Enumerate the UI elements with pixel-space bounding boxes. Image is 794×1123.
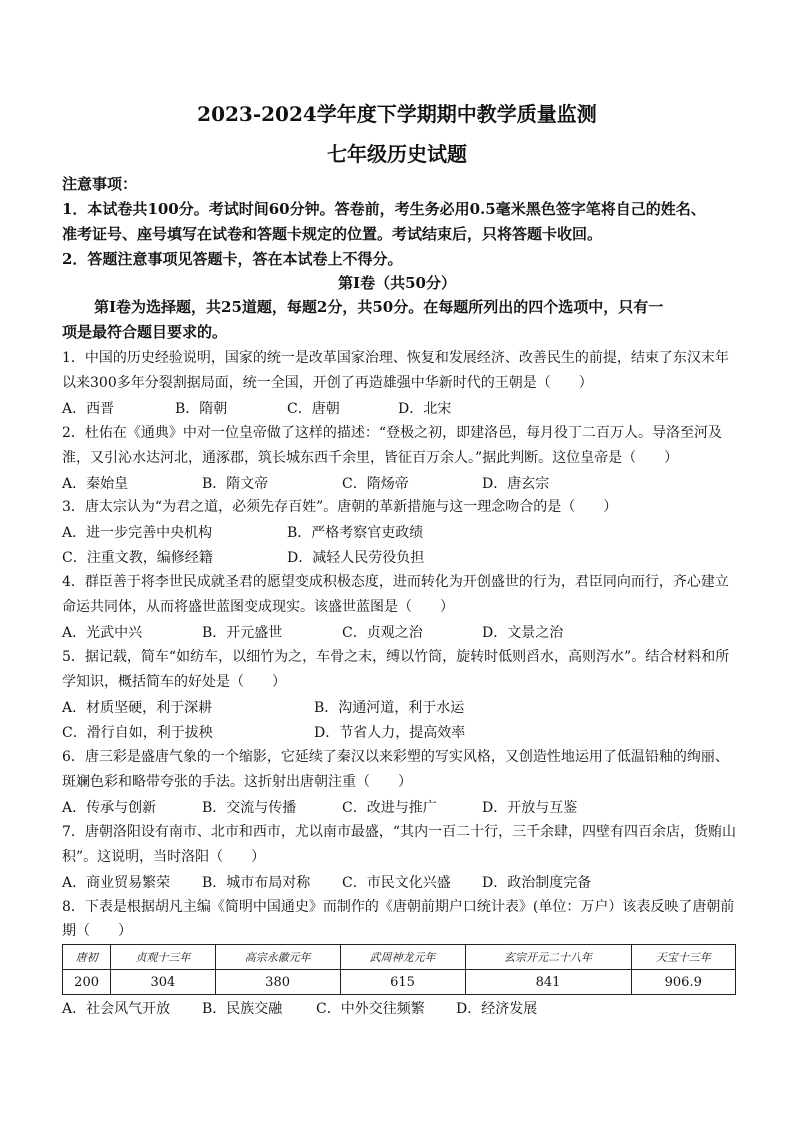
q1-option-a[interactable]: A．西晋 [62,401,115,417]
note-1-line-2: 准考证号、座号填写在试卷和答题卡规定的位置。考试结束后，只将答题卡收回。 [62,225,603,243]
q8-option-d[interactable]: D．经济发展 [456,1001,538,1017]
q3-option-d[interactable]: D．减轻人民劳役负担 [287,550,425,566]
q1-option-d[interactable]: D．北宋 [398,401,452,417]
q7-option-d[interactable]: D．政治制度完备 [482,875,592,891]
q4-option-d[interactable]: D．文景之治 [482,625,564,641]
q4-option-b[interactable]: B．开元盛世 [202,625,283,641]
note-2: 2．答题注意事项见答题卡，答在本试卷上不得分。 [62,250,403,268]
table-cell: 304 [111,970,215,995]
question-4-line-1: 4．群臣善于将李世民成就圣君的愿望变成积极态度，进而转化为开创盛世的行为，君臣同向而行，齐心建立 [62,574,729,590]
table-header-cell: 玄宗开元二十八年 [465,945,631,970]
question-4-line-2: 命运共同体，从而将盛世蓝图变成现实。该盛世蓝图是（ ） [62,599,454,615]
q2-option-c[interactable]: C．隋炀帝 [342,476,409,492]
question-7-line-2: 积”。这说明，当时洛阳（ ） [62,849,266,865]
table-header-cell: 高宗永徽元年 [215,945,340,970]
question-7-line-1: 7．唐朝洛阳设有南市、北市和西市，尤以南市最盛，“其内一百二十行，三千余肆，四壁有四百余店，货贿山 [62,824,737,840]
table-cell: 380 [215,970,340,995]
q4-option-c[interactable]: C．贞观之治 [342,625,423,641]
q7-option-a[interactable]: A．商业贸易繁荣 [62,875,171,891]
table-cell: 615 [340,970,465,995]
notes-heading: 注意事项： [62,175,138,193]
q6-option-c[interactable]: C．改进与推广 [342,800,437,816]
q3-option-b[interactable]: B．严格考察官吏政绩 [287,525,424,541]
question-6-line-1: 6．唐三彩是盛唐气象的一个缩影，它延续了秦汉以来彩塑的写实风格，又创造性地运用了低温铅釉的绚丽、 [62,749,729,765]
table-header-cell: 唐初 [63,945,111,970]
q6-option-b[interactable]: B．交流与传播 [202,800,297,816]
q2-option-b[interactable]: B．隋文帝 [202,476,269,492]
q5-option-b[interactable]: B．沟通河道，利于水运 [314,700,465,716]
section-title: 第Ⅰ卷（共50分） [338,274,456,292]
exam-title: 2023-2024学年度下学期期中教学质量监测 [197,102,597,126]
section-desc-line-1: 第Ⅰ卷为选择题，共25道题，每题2分，共50分。在每题所列出的四个选项中，只有一 [94,298,664,316]
q6-option-d[interactable]: D．开放与互鉴 [482,800,578,816]
table-header-cell: 天宝十三年 [631,945,736,970]
table-cell: 841 [465,970,631,995]
section-desc-line-2: 项是最符合题目要求的。 [62,323,228,341]
q5-option-a[interactable]: A．材质坚硬，利于深耕 [62,700,213,716]
q3-option-c[interactable]: C．注重文教，编修经籍 [62,550,213,566]
q8-option-c[interactable]: C．中外交往频繁 [316,1001,425,1017]
note-1-line-1: 1．本试卷共100分。考试时间60分钟。答卷前，考生务必用0.5毫米黑色签字笔将自己的姓名、 [62,200,706,218]
q5-option-c[interactable]: C．滑行自如，利于拔秧 [62,725,213,741]
question-6-line-2: 斑斓色彩和略带夸张的手法。这折射出唐朝注重（ ） [62,774,412,790]
q2-option-d[interactable]: D．唐玄宗 [482,476,550,492]
question-5-line-1: 5．据记载，简车“如纺车，以细竹为之，车骨之末，缚以竹筒，旋转时低则舀水，高则泻水”。结合材料和所 [62,649,730,665]
q7-option-c[interactable]: C．市民文化兴盛 [342,875,451,891]
question-1-line-2: 以来300多年分裂割据局面，统一全国，开创了再造雄强中华新时代的王朝是（ ） [62,375,593,391]
q8-option-a[interactable]: A．社会风气开放 [62,1001,171,1017]
table-row [63,970,736,995]
table-cell: 200 [63,970,111,995]
population-table [62,944,736,995]
question-1-line-1: 1．中国的历史经验说明，国家的统一是改革国家治理、恢复和发展经济、改善民生的前提，结束了东汉末年 [62,350,729,366]
q1-option-c[interactable]: C．唐朝 [287,401,340,417]
q7-option-b[interactable]: B．城市布局对称 [202,875,311,891]
table-header-cell: 武周神龙元年 [340,945,465,970]
q5-option-d[interactable]: D．节省人力，提高效率 [314,725,466,741]
q1-option-b[interactable]: B．隋朝 [175,401,228,417]
table-cell: 906.9 [631,970,736,995]
table-header-row [63,945,736,970]
table-header-cell: 贞观十三年 [111,945,215,970]
q6-option-a[interactable]: A．传承与创新 [62,800,157,816]
q2-option-a[interactable]: A．秦始皇 [62,476,129,492]
exam-subtitle: 七年级历史试题 [327,142,467,166]
question-8-line-2: 期（ ） [62,923,132,939]
q8-option-b[interactable]: B．民族交融 [202,1001,283,1017]
question-5-line-2: 学知识，概括简车的好处是（ ） [62,674,286,690]
q4-option-a[interactable]: A．光武中兴 [62,625,143,641]
question-2-line-2: 淮，又引沁水达河北，通涿郡，筑长城东西千余里，皆征百万余人。”据此判断。这位皇帝是（ ） [62,450,679,466]
question-2-line-1: 2．杜佑在《通典》中对一位皇帝做了这样的描述：“登极之初，即建洛邑，每月役丁二百万人。导洛至河及 [62,425,723,441]
question-3-line-1: 3．唐太宗认为“为君之道，必须先存百姓”。唐朝的革新措施与这一理念吻合的是（ ） [62,499,618,515]
q3-option-a[interactable]: A．进一步完善中央机构 [62,525,213,541]
question-8-line-1: 8．下表是根据胡凡主编《简明中国通史》而制作的《唐朝前期户口统计表》(单位：万户）该表反映了唐朝前 [62,899,735,915]
